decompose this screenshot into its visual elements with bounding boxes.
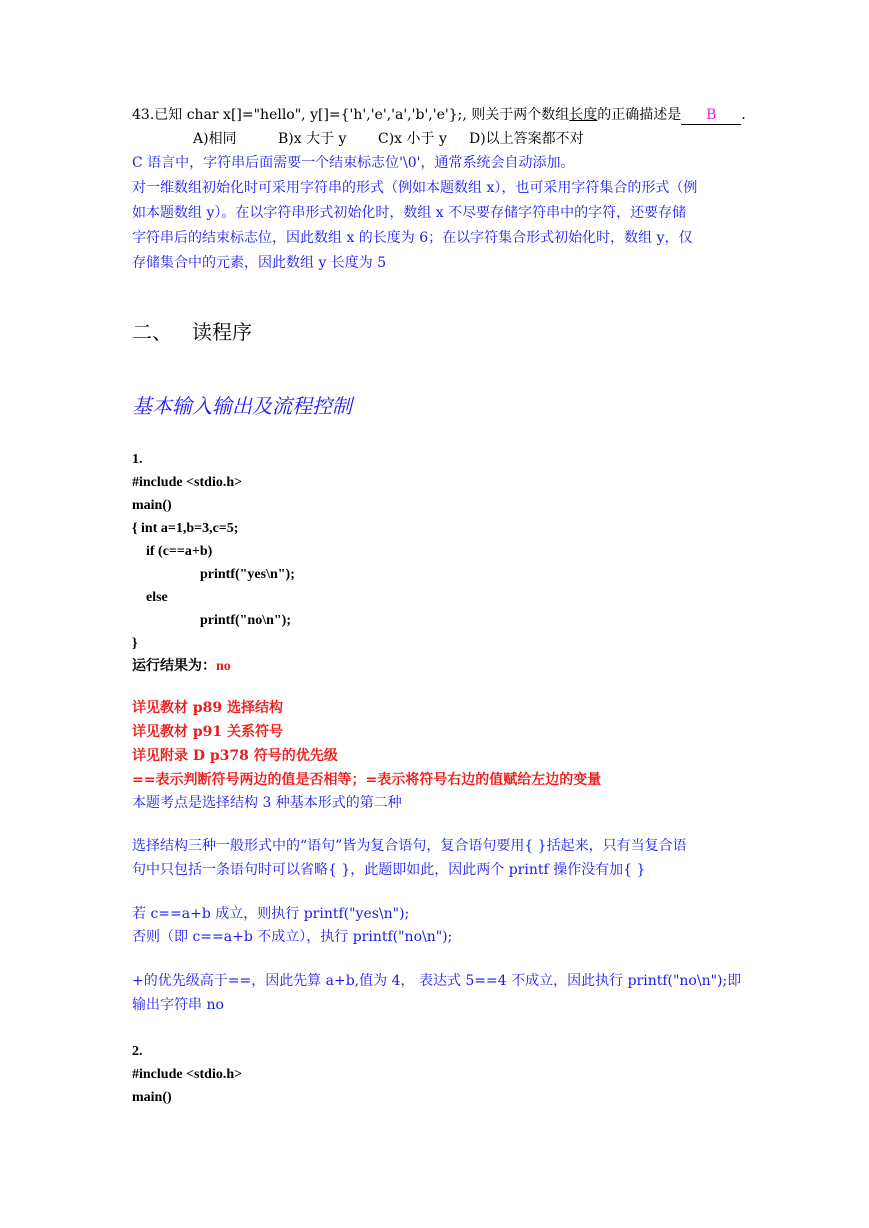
section-heading [132,318,252,346]
option-d: D)以上答案都不对 [469,131,584,147]
note-line: 输出字符串 no [132,997,224,1013]
run-result [132,655,231,678]
explanation-line: 对一维数组初始化时可采用字符串的形式（例如本题数组 x），也可采用字符集合的形式（例 [132,180,698,196]
note-line: 本题考点是选择结构 3 种基本形式的第二种 [132,795,402,811]
question-43-underlined-word: 长度 [569,107,598,123]
code-line: #include <stdio.h> [132,1067,243,1082]
option-a: A)相同 [193,131,237,147]
run-result-label: 运行结果为： [132,659,216,674]
reference-line: 详见教材 p89 选择结构 [132,700,284,716]
option-c: C)x 小于 y [378,131,447,147]
question-43-suffix: 的正确描述是 [597,107,682,123]
section-title: 读程序 [192,320,252,344]
explanation-line: 如本题数组 y）。在以字符串形式初始化时，数组 x 不尽要存储字符串中的字符，还要存储 [132,205,687,221]
code-line: #include <stdio.h> [132,475,243,490]
note-line: 句中只包括一条语句时可以省略{ }，此题即如此，因此两个 printf 操作没有加{ } [132,862,646,878]
note-line: 若 c==a+b 成立，则执行 printf("yes\n"); [132,906,410,922]
note-line: +的优先级高于==，因此先算 a+b,值为 4， 表达式 5==4 不成立，因此执行 printf("no\n");即 [132,973,742,989]
section-number: 二、 [132,320,172,344]
question-43-end: . [741,107,746,123]
question-43 [132,104,746,127]
explanation-line: 字符串后的结束标志位，因此数组 x 的长度为 6；在以字符集合形式初始化时，数组 y，仅 [132,230,693,246]
reference-line: 详见教材 p91 关系符号 [132,724,284,740]
reference-line: ==表示判断符号两边的值是否相等；=表示将符号右边的值赋给左边的变量 [132,772,602,788]
code-line: main() [132,498,172,513]
code-line: printf("no\n"); [200,613,291,628]
code-line: if (c==a+b) [146,544,213,559]
reference-line: 详见附录 D p378 符号的优先级 [132,748,338,764]
code-line: printf("yes\n"); [200,567,295,582]
program-1-label: 1. [132,452,143,467]
option-b: B)x 大于 y [278,131,347,147]
program-2-label: 2. [132,1044,143,1059]
question-43-prefix: 43.已知 char x[]="hello", y[]={'h','e','a','b','e'};, 则关于两个数组 [132,107,570,123]
subsection-heading: 基本输入输出及流程控制 [132,394,352,418]
answer-blank [681,106,741,125]
code-line: { int a=1,b=3,c=5; [132,521,239,536]
code-line: main() [132,1090,172,1105]
question-43-options [193,128,584,151]
explanation-line: 存储集合中的元素，因此数组 y 长度为 5 [132,255,387,271]
explanation-line: C 语言中，字符串后面需要一个结束标志位'\0'，通常系统会自动添加。 [132,155,575,171]
answer-value: B [706,107,717,123]
note-line: 选择结构三种一般形式中的“语句”皆为复合语句，复合语句要用{ }括起来，只有当复合语 [132,838,687,854]
code-line: } [132,636,138,651]
run-result-value: no [216,659,231,674]
note-line: 否则（即 c==a+b 不成立），执行 printf("no\n"); [132,929,453,945]
code-line: else [146,590,168,605]
